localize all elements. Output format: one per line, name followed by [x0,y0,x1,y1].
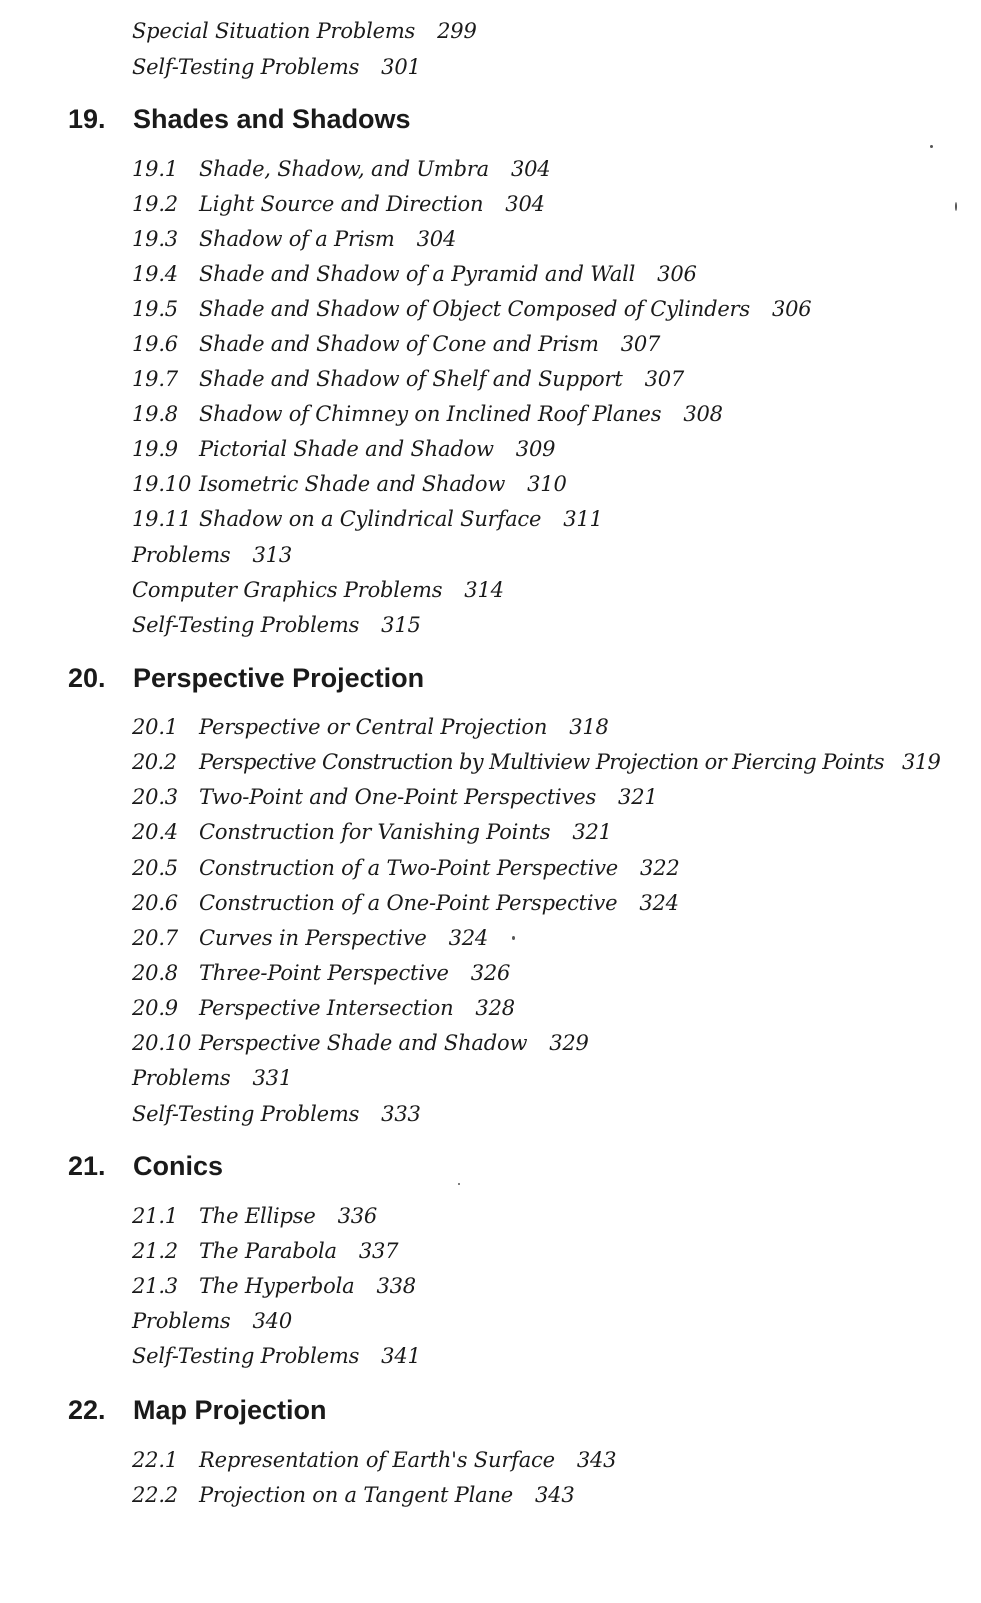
entry-title: Two-Point and One-Point Perspectives [199,785,597,809]
entry-title: Shade and Shadow of Object Composed of Cylinders [199,297,750,321]
chapter-heading [68,661,424,695]
entry-number: 20.9 [132,996,178,1020]
toc-entry [132,852,680,884]
entry-page: 329 [549,1031,589,1055]
entry-page: 304 [505,192,545,216]
scan-speck [512,936,515,940]
entry-number: 19.9 [132,437,178,461]
entry-page: 321 [618,785,658,809]
toc-entry [132,609,421,641]
toc-entry [132,503,603,535]
toc-entry [132,363,684,395]
entry-title: Shade and Shadow of Shelf and Support [199,367,623,391]
chapter-title: Map Projection [133,1395,327,1425]
toc-entry [132,957,510,989]
toc-entry [132,468,567,500]
toc-entry [132,1027,589,1059]
entry-number: 20.1 [132,715,178,739]
entry-page: 304 [416,227,457,251]
chapter-heading [68,1393,327,1427]
toc-entry [132,539,292,571]
entry-page: 341 [381,1344,421,1368]
toc-entry [132,992,515,1024]
entry-number: 19.11 [132,507,192,531]
entry-page: 319 [901,750,941,774]
toc-entry [132,1340,421,1372]
entry-title: Construction for Vanishing Points [199,820,551,844]
entry-number: 19.2 [132,192,178,216]
entry-number: 19.7 [132,367,178,391]
entry-title: Self-Testing Problems [132,55,360,79]
entry-page: 340 [252,1309,292,1333]
entry-title: Construction of a Two-Point Perspective [199,856,619,880]
entry-page: 337 [358,1239,399,1263]
toc-entry [132,188,545,220]
toc-entry [132,574,504,606]
entry-title: Isometric Shade and Shadow [199,472,506,496]
chapter-number: 19. [68,104,106,134]
entry-title: Construction of a One-Point Perspective [199,891,618,915]
entry-page: 315 [381,613,421,637]
entry-number: 20.8 [132,961,178,985]
entry-page: 307 [620,332,661,356]
entry-title: Three-Point Perspective [199,961,449,985]
entry-number: 20.7 [132,926,178,950]
entry-page: 313 [252,543,292,567]
entry-title: Curves in Perspective [199,926,427,950]
toc-entry [132,1235,398,1267]
entry-title: The Ellipse [199,1204,316,1228]
entry-title: Self-Testing Problems [132,1102,360,1126]
entry-page: 343 [576,1448,617,1472]
entry-title: Special Situation Problems [132,19,416,43]
entry-number: 22.1 [132,1448,178,1472]
entry-page: 309 [515,437,556,461]
entry-number: 21.3 [132,1274,178,1298]
chapter-title: Conics [133,1151,224,1181]
entry-number: 20.2 [132,750,177,774]
entry-number: 19.4 [132,262,178,286]
entry-number: 19.6 [132,332,178,356]
entry-title: Shade, Shadow, and Umbra [199,157,489,181]
toc-entry [132,922,488,954]
chapter-title: Perspective Projection [133,663,425,693]
entry-page: 326 [470,961,511,985]
chapter-heading [68,102,411,136]
entry-page: 333 [381,1102,421,1126]
entry-title: Representation of Earth's Surface [199,1448,555,1472]
entry-page: 311 [563,507,603,531]
toc-entry [132,258,697,290]
toc-entry [132,153,550,185]
entry-page: 324 [448,926,489,950]
entry-number: 21.2 [132,1239,178,1263]
entry-number: 19.10 [132,472,192,496]
entry-page: 336 [337,1204,378,1228]
entry-page: 299 [437,19,477,43]
entry-number: 20.4 [132,820,178,844]
entry-page: 338 [376,1274,416,1298]
toc-entry [132,887,679,919]
entry-page: 324 [639,891,679,915]
chapter-heading [68,1149,223,1183]
entry-title: Projection on a Tangent Plane [199,1483,513,1507]
entry-number: 19.3 [132,227,178,251]
chapter-title: Shades and Shadows [133,104,411,134]
entry-title: Light Source and Direction [199,192,484,216]
entry-title: The Parabola [199,1239,337,1263]
toc-entry [132,1305,292,1337]
toc-entry [132,1062,292,1094]
chapter-number: 22. [68,1395,106,1425]
scan-speck [458,1183,460,1185]
entry-title: Self-Testing Problems [132,1344,360,1368]
chapter-number: 20. [68,663,106,693]
entry-number: 19.1 [132,157,178,181]
entry-title: Perspective Intersection [199,996,454,1020]
entry-title: Pictorial Shade and Shadow [199,437,494,461]
entry-page: 308 [683,402,723,426]
entry-title: Perspective Shade and Shadow [199,1031,528,1055]
entry-number: 19.5 [132,297,178,321]
toc-entry [132,398,723,430]
entry-title: The Hyperbola [199,1274,355,1298]
entry-title: Shade and Shadow of Cone and Prism [199,332,599,356]
entry-number: 20.6 [132,891,178,915]
entry-title: Problems [132,543,231,567]
toc-entry [132,223,456,255]
entry-number: 20.3 [132,785,178,809]
scan-speck [930,145,933,148]
entry-page: 310 [527,472,567,496]
entry-page: 314 [464,578,504,602]
entry-page: 318 [569,715,609,739]
entry-page: 301 [381,55,421,79]
toc-entry [132,711,609,743]
toc-entry [132,433,555,465]
entry-title: Perspective or Central Projection [199,715,548,739]
entry-number: 19.8 [132,402,178,426]
entry-page: 328 [475,996,515,1020]
toc-entry [132,1200,377,1232]
toc-entry [132,15,477,47]
entry-page: 304 [510,157,551,181]
scan-speck [955,202,957,211]
entry-page: 307 [644,367,685,391]
entry-page: 306 [657,262,697,286]
toc-entry [132,1444,616,1476]
toc-entry [132,1270,416,1302]
entry-page: 321 [572,820,612,844]
toc-entry [132,1098,421,1130]
toc-entry [132,51,421,83]
entry-title: Computer Graphics Problems [132,578,443,602]
entry-page: 331 [252,1066,292,1090]
entry-title: Shadow on a Cylindrical Surface [199,507,542,531]
entry-title: Shadow of a Prism [199,227,395,251]
entry-title: Self-Testing Problems [132,613,360,637]
toc-entry [132,781,658,813]
entry-title: Shadow of Chimney on Inclined Roof Planes [199,402,662,426]
entry-page: 322 [640,856,680,880]
entry-number: 22.2 [132,1483,178,1507]
toc-entry [132,1479,574,1511]
entry-title: Shade and Shadow of a Pyramid and Wall [199,262,636,286]
chapter-number: 21. [68,1151,106,1181]
entry-number: 20.10 [132,1031,192,1055]
toc-entry [132,293,811,325]
toc-entry [132,328,660,360]
entry-title: Problems [132,1066,231,1090]
entry-page: 306 [771,297,812,321]
toc-entry [132,816,612,848]
entry-number: 20.5 [132,856,178,880]
entry-title: Perspective Construction by Multiview Projection or Piercing Points [199,750,884,774]
entry-page: 343 [535,1483,575,1507]
entry-title: Problems [132,1309,231,1333]
toc-entry [132,746,940,778]
entry-number: 21.1 [132,1204,178,1228]
